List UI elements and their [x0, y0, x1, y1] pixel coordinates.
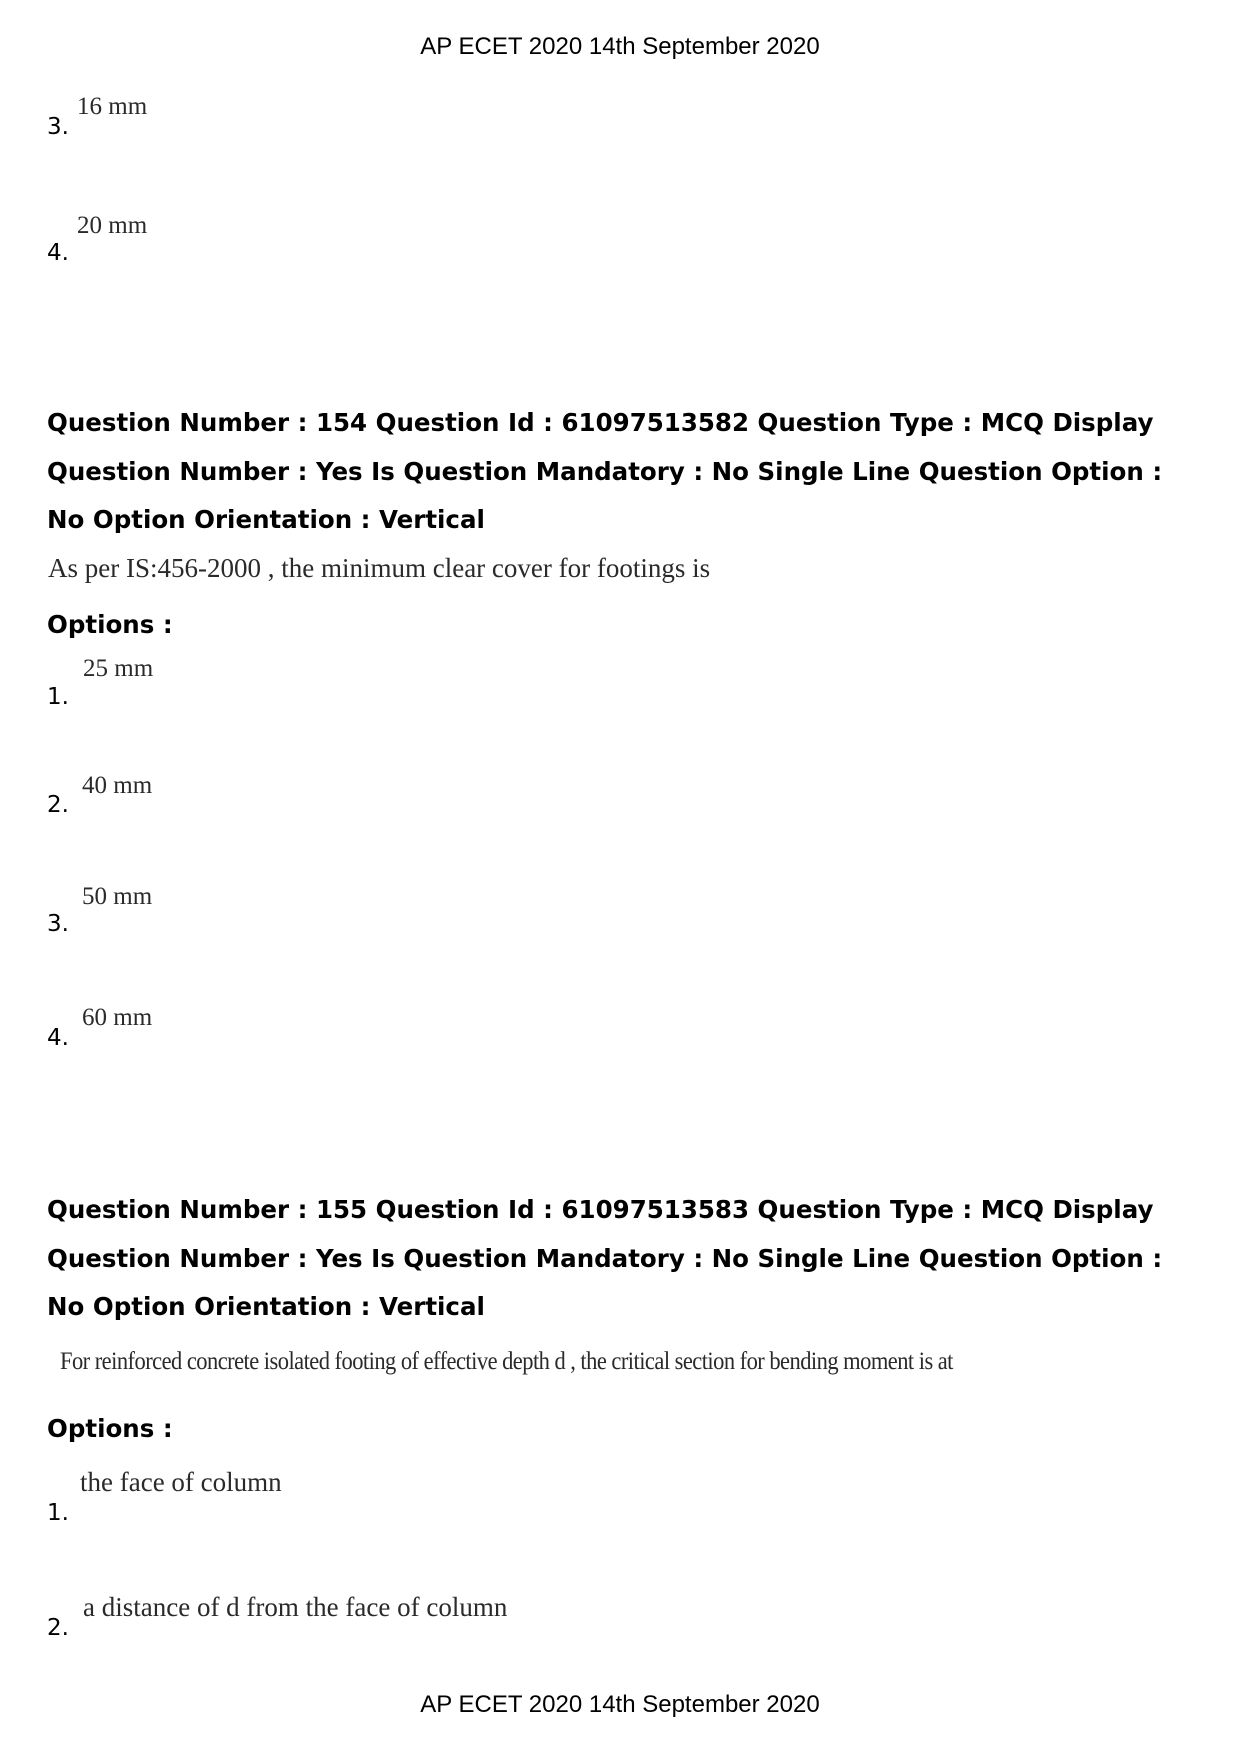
option-number: 4. — [47, 240, 69, 266]
options-label: Options : — [47, 1414, 173, 1443]
option-text: the face of column — [80, 1467, 282, 1497]
option-text: 60 mm — [82, 1004, 153, 1031]
question-meta: Question Number : 154 Question Id : 61097513582 Question Type : MCQ Display Question Number : Yes Is Question Mandatory : No Single Line Question Option : No Option Orientation : Vertical — [47, 408, 1163, 534]
option-number: 1. — [47, 1500, 69, 1526]
option-number: 4. — [47, 1025, 69, 1051]
question-text: For reinforced concrete isolated footing of effective depth d , the critical section for bending moment is at — [60, 1348, 953, 1375]
option-text: a distance of d from the face of column — [83, 1592, 508, 1622]
page-header: AP ECET 2020 14th September 2020 — [420, 33, 820, 60]
option-number: 1. — [47, 684, 69, 710]
option-text: 25 mm — [83, 655, 154, 682]
option-text: 40 mm — [82, 772, 153, 799]
page-footer: AP ECET 2020 14th September 2020 — [420, 1691, 820, 1718]
option-number: 3. — [47, 911, 69, 937]
option-number: 3. — [47, 114, 69, 140]
question-meta: Question Number : 155 Question Id : 61097513583 Question Type : MCQ Display Question Number : Yes Is Question Mandatory : No Single Line Question Option : No Option Orientation : Vertical — [47, 1195, 1163, 1321]
option-number: 2. — [47, 1615, 69, 1641]
option-text: 16 mm — [77, 93, 148, 120]
option-text: 50 mm — [82, 883, 153, 910]
option-text: 20 mm — [77, 212, 148, 239]
options-label: Options : — [47, 610, 173, 639]
option-number: 2. — [47, 792, 69, 818]
question-text: As per IS:456-2000 , the minimum clear cover for footings is — [48, 553, 711, 583]
